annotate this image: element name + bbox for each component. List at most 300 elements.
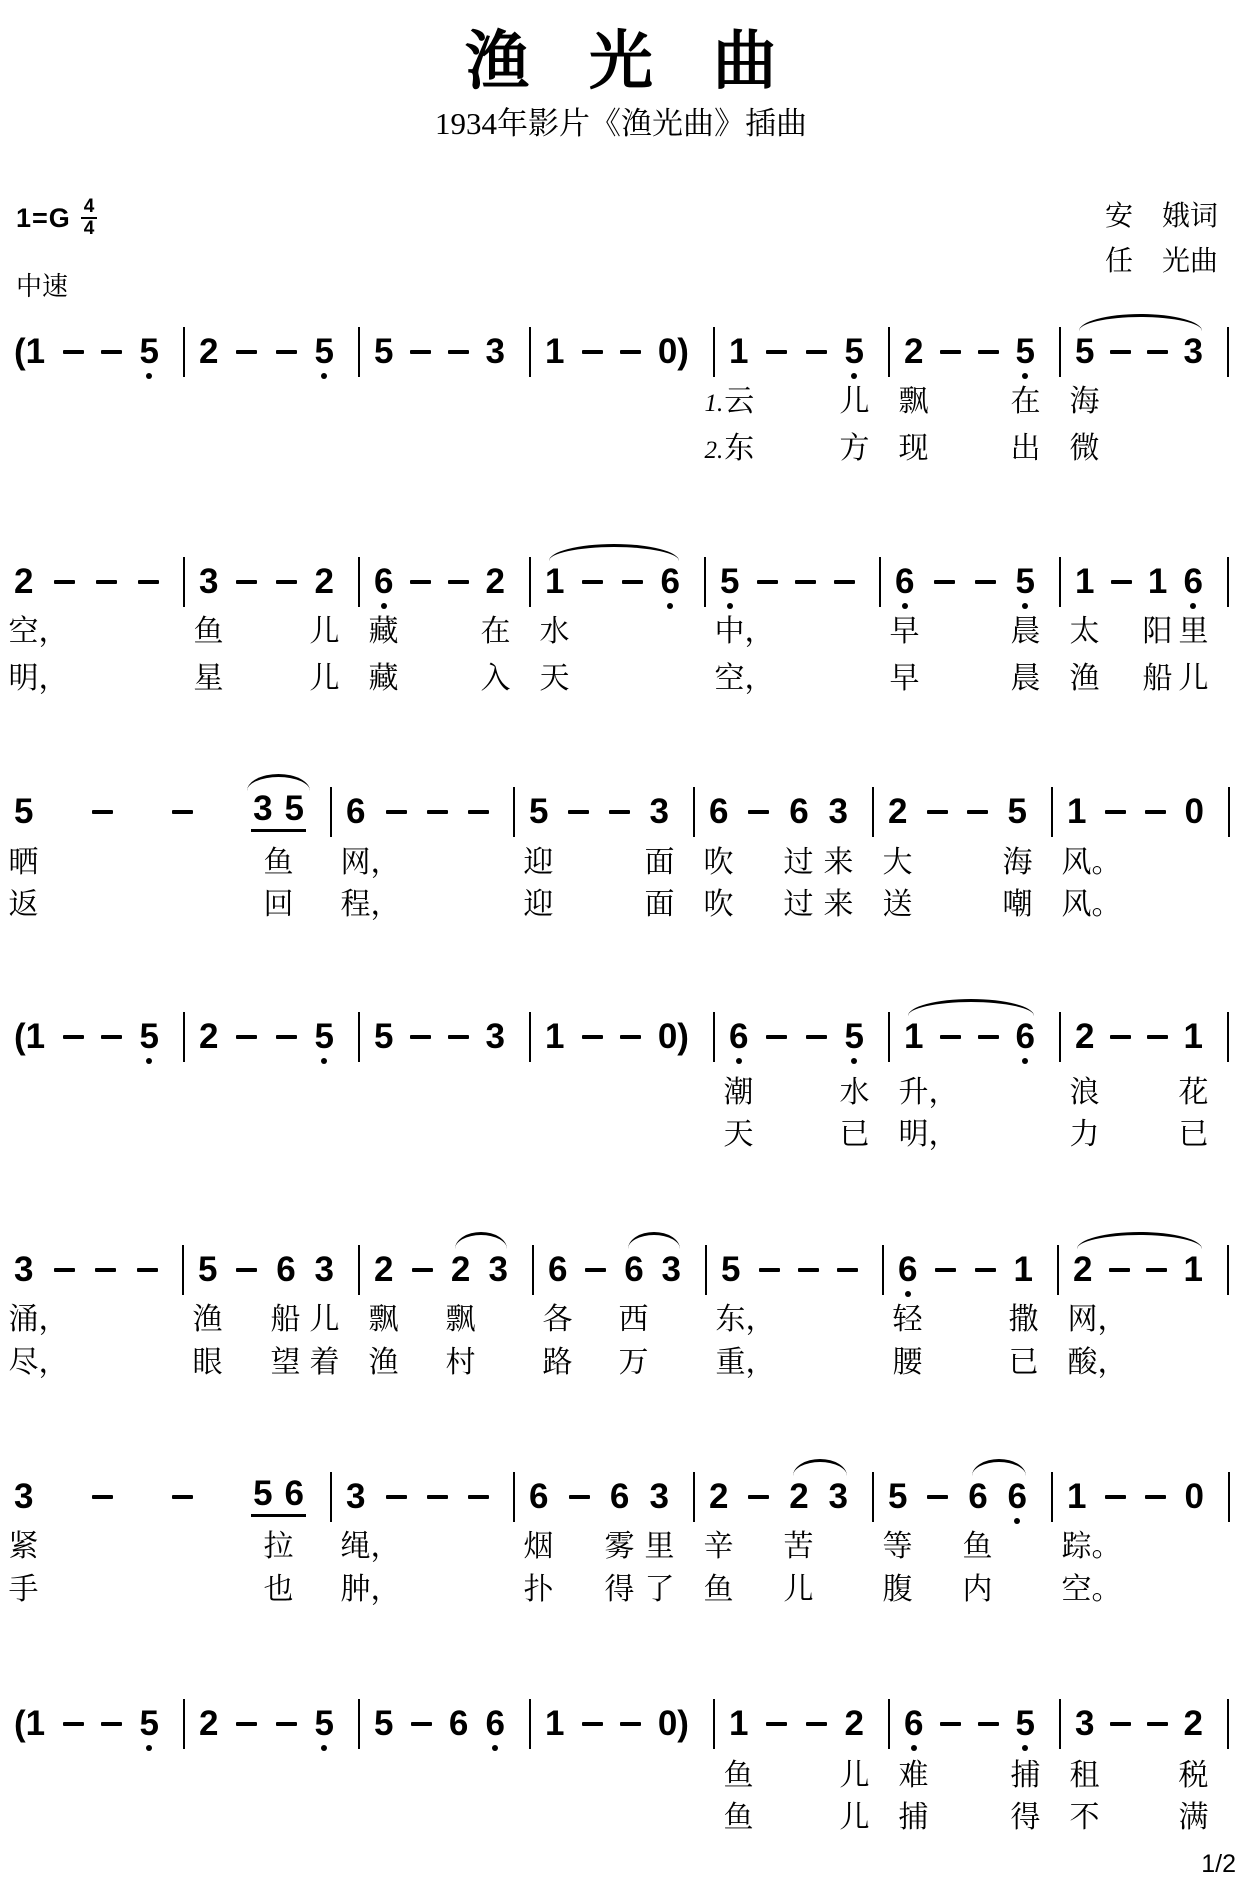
note: 6 bbox=[624, 1250, 644, 1289]
note: (1 bbox=[14, 1017, 46, 1056]
duration-dash bbox=[585, 1268, 606, 1272]
duration-dash bbox=[172, 1495, 193, 1499]
lyric-syllable bbox=[264, 1575, 294, 1605]
barline bbox=[330, 1472, 332, 1522]
lyric-syllable bbox=[341, 890, 401, 920]
note: 1 bbox=[1147, 562, 1168, 601]
duration-dash bbox=[1110, 1035, 1131, 1039]
low-octave-dot bbox=[1022, 1058, 1028, 1064]
lyric-syllable bbox=[524, 1532, 554, 1562]
lyric-syllable bbox=[605, 1575, 635, 1605]
note: 5 bbox=[374, 1017, 394, 1056]
lyric-char: 已 bbox=[1008, 1346, 1039, 1379]
lyric-char: 星 bbox=[193, 662, 224, 695]
lyric-char: 在 bbox=[480, 615, 511, 648]
lyric-syllable bbox=[524, 1575, 554, 1605]
barline bbox=[1059, 1699, 1061, 1749]
low-octave-dot bbox=[492, 1745, 498, 1751]
duration-dash bbox=[757, 580, 778, 584]
lyric-char: 腰 bbox=[892, 1346, 923, 1379]
note: 5 bbox=[140, 1704, 159, 1744]
barline bbox=[529, 1012, 531, 1062]
lyric-syllable bbox=[1143, 617, 1173, 647]
duration-dash bbox=[620, 350, 641, 354]
note: 5 bbox=[140, 1017, 159, 1057]
lyric-syllable bbox=[883, 1532, 913, 1562]
duration-dash bbox=[448, 350, 469, 354]
lyric-char: 海 bbox=[1069, 385, 1100, 418]
measure bbox=[513, 792, 693, 832]
lyric-char: 也 bbox=[263, 1573, 294, 1606]
lyric-char: 里 bbox=[644, 1530, 675, 1563]
barline bbox=[872, 787, 874, 837]
lyric-char: 雾 bbox=[604, 1530, 635, 1563]
lyric-syllable bbox=[540, 664, 570, 694]
lyric-syllable bbox=[1011, 1761, 1041, 1791]
lyric-syllable bbox=[704, 1575, 734, 1605]
note: 3 bbox=[488, 1250, 508, 1289]
lyric-char: 鱼 bbox=[723, 1759, 754, 1792]
measure bbox=[529, 1704, 713, 1744]
lyric-syllable bbox=[369, 1348, 399, 1378]
barline bbox=[713, 327, 715, 377]
lyric-char: 花 bbox=[1178, 1076, 1209, 1109]
lyric-syllable bbox=[899, 387, 929, 417]
note: 3 bbox=[828, 792, 848, 831]
slur-arc bbox=[1079, 314, 1202, 331]
barline bbox=[529, 327, 531, 377]
duration-dash bbox=[236, 350, 257, 354]
lyric-char: 辛 bbox=[703, 1530, 734, 1563]
note: 5 bbox=[1016, 562, 1035, 602]
measure bbox=[1059, 1017, 1227, 1057]
note: (1 bbox=[14, 332, 46, 371]
measure bbox=[888, 332, 1059, 372]
lyric-char: 肿 bbox=[340, 1573, 371, 1606]
barline bbox=[330, 787, 332, 837]
lyric-char: 苦 bbox=[783, 1530, 814, 1563]
barline bbox=[713, 1699, 715, 1749]
lyric-char: 等 bbox=[882, 1530, 913, 1563]
note: 6 bbox=[729, 1017, 748, 1057]
note: 2 bbox=[199, 332, 219, 371]
lyric-char: 手 bbox=[8, 1573, 39, 1606]
duration-dash bbox=[412, 1268, 433, 1272]
duration-dash bbox=[940, 1035, 961, 1039]
measure bbox=[1059, 1704, 1227, 1744]
note: 2 bbox=[1073, 1250, 1093, 1289]
lyric-char: 早 bbox=[889, 615, 920, 648]
lyric-syllable bbox=[264, 890, 294, 920]
system-3 bbox=[0, 789, 1242, 832]
duration-dash bbox=[1147, 1035, 1168, 1039]
note: 0) bbox=[657, 1017, 689, 1056]
lyric-char: 在 bbox=[1010, 385, 1041, 418]
lyric-syllable bbox=[271, 1305, 301, 1335]
note: 2 bbox=[199, 1704, 219, 1743]
lyric-char: 了 bbox=[644, 1573, 675, 1606]
note: 1 bbox=[1067, 1477, 1087, 1516]
note: 1 bbox=[545, 1704, 565, 1743]
lyric-syllable bbox=[540, 617, 570, 647]
lyric-punctuation: ， bbox=[1097, 1346, 1128, 1379]
barline bbox=[1227, 1699, 1229, 1749]
lyric-syllable bbox=[893, 1348, 923, 1378]
duration-dash bbox=[759, 1268, 780, 1272]
lyric-char: 藏 bbox=[368, 615, 399, 648]
low-octave-dot bbox=[902, 603, 908, 609]
measure bbox=[182, 1250, 358, 1290]
lyric-char: 中 bbox=[714, 615, 745, 648]
barline bbox=[888, 1012, 890, 1062]
lyric-syllable bbox=[724, 1803, 754, 1833]
lyric-syllable bbox=[883, 890, 913, 920]
duration-dash bbox=[940, 350, 961, 354]
lyric-char: 太 bbox=[1069, 615, 1100, 648]
measure bbox=[529, 1017, 713, 1057]
duration-dash bbox=[54, 580, 75, 584]
lyric-punctuation: ， bbox=[370, 888, 401, 921]
low-octave-dot bbox=[727, 603, 733, 609]
duration-dash bbox=[137, 1268, 158, 1272]
measure bbox=[14, 1474, 330, 1517]
note: 3 bbox=[649, 1477, 669, 1516]
barline bbox=[358, 557, 360, 607]
duration-dash bbox=[1147, 1722, 1168, 1726]
lyric-syllable bbox=[840, 1761, 870, 1791]
lyric-char: 空 bbox=[8, 615, 39, 648]
lyric-char: 网 bbox=[340, 846, 371, 879]
lyric-char: 方 bbox=[839, 432, 870, 465]
note: 6 bbox=[895, 562, 914, 602]
song-subtitle: 1934年影片《渔光曲》插曲 bbox=[435, 106, 807, 141]
slur-arc bbox=[247, 774, 310, 791]
note: 6 bbox=[374, 562, 393, 602]
lyric-char: 浪 bbox=[1069, 1076, 1100, 1109]
system-6 bbox=[0, 1474, 1242, 1517]
lyric-syllable bbox=[1003, 890, 1033, 920]
note: 2 bbox=[314, 562, 334, 601]
lyric-syllable bbox=[264, 848, 294, 878]
barline bbox=[704, 557, 706, 607]
lyric-char: 儿 bbox=[1178, 662, 1209, 695]
song-title: 渔 光 曲 bbox=[465, 25, 777, 97]
lyric-syllable bbox=[1070, 1803, 1100, 1833]
lyric-char: 拉 bbox=[263, 1530, 294, 1563]
duration-dash bbox=[766, 1035, 787, 1039]
note: 5 bbox=[315, 332, 334, 372]
lyric-char: 里 bbox=[1178, 615, 1209, 648]
lyric-syllable bbox=[524, 848, 554, 878]
lyric-syllable bbox=[705, 434, 755, 466]
low-octave-dot bbox=[321, 1058, 327, 1064]
measure bbox=[358, 562, 529, 602]
note: 1 bbox=[1067, 792, 1087, 831]
note: 1 bbox=[904, 1017, 924, 1056]
lyric-char: 鱼 bbox=[263, 846, 294, 879]
lyric-char: 飘 bbox=[445, 1303, 476, 1336]
lyric-char: 儿 bbox=[839, 385, 870, 418]
lyric-char: 村 bbox=[445, 1346, 476, 1379]
lyric-syllable bbox=[1179, 1078, 1209, 1108]
measure bbox=[693, 792, 872, 832]
lyric-char: 万 bbox=[618, 1346, 649, 1379]
duration-dash bbox=[837, 1268, 858, 1272]
duration-dash bbox=[448, 1035, 469, 1039]
duration-dash bbox=[620, 1035, 641, 1039]
note: 5 bbox=[1007, 792, 1027, 831]
barline bbox=[693, 1472, 695, 1522]
measure bbox=[872, 1477, 1051, 1517]
lyric-char: 鱼 bbox=[962, 1530, 993, 1563]
lyric-syllable bbox=[1011, 664, 1041, 694]
lyric-punctuation: ， bbox=[38, 615, 69, 648]
lyric-punctuation: ， bbox=[370, 846, 401, 879]
duration-dash bbox=[620, 1722, 641, 1726]
duration-dash bbox=[806, 1035, 827, 1039]
lyric-syllable bbox=[1009, 1305, 1039, 1335]
lyric-syllable bbox=[784, 890, 814, 920]
measure bbox=[14, 562, 183, 602]
lyric-syllable bbox=[1011, 434, 1041, 464]
barline bbox=[1228, 1472, 1230, 1522]
duration-dash bbox=[622, 580, 643, 584]
lyric-syllable bbox=[784, 848, 814, 878]
lyric-syllable bbox=[1062, 890, 1122, 920]
lyric-syllable bbox=[645, 1575, 675, 1605]
lyric-char: 渔 bbox=[368, 1346, 399, 1379]
duration-dash bbox=[101, 1722, 122, 1726]
lyric-syllable bbox=[9, 1348, 69, 1378]
duration-dash bbox=[410, 1035, 431, 1039]
lyric-char: 腹 bbox=[882, 1573, 913, 1606]
lyric-char: 已 bbox=[1178, 1118, 1209, 1151]
lyric-punctuation: ， bbox=[744, 615, 775, 648]
lyric-char: 东 bbox=[724, 432, 755, 465]
low-octave-dot bbox=[1022, 373, 1028, 379]
lyric-syllable bbox=[1070, 664, 1100, 694]
barline bbox=[1059, 327, 1061, 377]
note: 1 bbox=[545, 562, 565, 601]
lyric-char: 渔 bbox=[1069, 662, 1100, 695]
system-4 bbox=[0, 1017, 1242, 1057]
measure bbox=[183, 332, 358, 372]
time-signature-bottom: 4 bbox=[83, 218, 95, 239]
barline bbox=[529, 1699, 531, 1749]
barline bbox=[693, 787, 695, 837]
note: 2 bbox=[709, 1477, 729, 1516]
barline bbox=[1057, 1245, 1059, 1295]
lyric-syllable bbox=[9, 1532, 39, 1562]
lyric-syllable bbox=[369, 1305, 399, 1335]
measure bbox=[14, 1704, 183, 1744]
lyric-syllable bbox=[1070, 617, 1100, 647]
note: (1 bbox=[14, 1704, 46, 1743]
lyric-syllable bbox=[446, 1305, 476, 1335]
note: 6 bbox=[661, 562, 680, 602]
barline bbox=[358, 1245, 360, 1295]
lyric-char: 得 bbox=[1010, 1801, 1041, 1834]
barline bbox=[513, 1472, 515, 1522]
system-1 bbox=[0, 332, 1242, 372]
note: 3 bbox=[485, 1017, 505, 1056]
lyric-char: 送 bbox=[882, 888, 913, 921]
lyric-syllable bbox=[9, 890, 39, 920]
composer-credit: 任 光曲 bbox=[1104, 246, 1218, 277]
measure bbox=[513, 1477, 693, 1517]
lyric-char: 明 bbox=[8, 662, 39, 695]
lyric-syllable bbox=[645, 890, 675, 920]
low-octave-dot bbox=[905, 1291, 911, 1297]
duration-dash bbox=[468, 810, 489, 814]
measure bbox=[879, 562, 1059, 602]
lyric-char: 飘 bbox=[898, 385, 929, 418]
lyric-char: 过 bbox=[783, 888, 814, 921]
barline bbox=[888, 1699, 890, 1749]
barline bbox=[1228, 787, 1230, 837]
barline bbox=[1227, 557, 1229, 607]
lyric-syllable bbox=[883, 1575, 913, 1605]
beamed-note-group bbox=[251, 789, 306, 832]
lyric-syllable bbox=[193, 1305, 223, 1335]
lyric-syllable bbox=[715, 664, 775, 694]
barline bbox=[882, 1245, 884, 1295]
system-5 bbox=[0, 1250, 1242, 1290]
lyric-char: 涌 bbox=[8, 1303, 39, 1336]
lyric-char: 过 bbox=[783, 846, 814, 879]
key-label: 1=G bbox=[16, 202, 71, 233]
note: 6 bbox=[284, 1474, 304, 1513]
low-octave-dot bbox=[667, 603, 673, 609]
low-octave-dot bbox=[1022, 1745, 1028, 1751]
low-octave-dot bbox=[1190, 603, 1196, 609]
lyric-char: 税 bbox=[1178, 1759, 1209, 1792]
note: 5 bbox=[198, 1250, 218, 1289]
lyric-char: 绳 bbox=[340, 1530, 371, 1563]
measure bbox=[330, 792, 513, 832]
lyric-syllable bbox=[1070, 387, 1100, 417]
lyric-punctuation: ， bbox=[745, 1303, 776, 1336]
duration-dash bbox=[427, 810, 448, 814]
note: 5 bbox=[374, 1704, 394, 1743]
lyric-char: 力 bbox=[1069, 1118, 1100, 1151]
lyric-syllable bbox=[1003, 848, 1033, 878]
lyric-syllable bbox=[963, 1575, 993, 1605]
lyric-syllable bbox=[9, 617, 69, 647]
barline bbox=[713, 1012, 715, 1062]
lyric-punctuation: ， bbox=[38, 1303, 69, 1336]
barline bbox=[1059, 1012, 1061, 1062]
lyric-syllable bbox=[890, 664, 920, 694]
slur-arc bbox=[628, 1232, 680, 1249]
note: 5 bbox=[721, 1250, 741, 1289]
duration-dash bbox=[276, 580, 297, 584]
note: 5 bbox=[315, 1017, 334, 1057]
lyric-syllable bbox=[1179, 617, 1209, 647]
note: 3 bbox=[828, 1477, 848, 1516]
note: 1 bbox=[729, 332, 749, 371]
lyric-syllable bbox=[9, 848, 39, 878]
lyric-char: 潮 bbox=[723, 1076, 754, 1109]
note: 3 bbox=[485, 332, 505, 371]
duration-dash bbox=[63, 1722, 84, 1726]
lyric-syllable bbox=[1068, 1348, 1128, 1378]
low-octave-dot bbox=[146, 373, 152, 379]
lyric-char: 各 bbox=[542, 1303, 573, 1336]
duration-dash bbox=[138, 580, 159, 584]
page-number: 1/2 bbox=[1201, 1850, 1236, 1878]
lyric-punctuation: ， bbox=[38, 1346, 69, 1379]
lyric-char: 儿 bbox=[783, 1573, 814, 1606]
lyric-punctuation: 。 bbox=[1091, 1530, 1122, 1563]
lyric-syllable bbox=[1179, 664, 1209, 694]
lyric-punctuation: ， bbox=[928, 1076, 959, 1109]
lyric-syllable bbox=[310, 617, 340, 647]
lyric-char: 内 bbox=[962, 1573, 993, 1606]
lyric-syllable bbox=[704, 890, 734, 920]
lyric-syllable bbox=[724, 1078, 754, 1108]
measure bbox=[1051, 1477, 1228, 1517]
lyric-char: 鱼 bbox=[703, 1573, 734, 1606]
lyric-syllable bbox=[9, 1305, 69, 1335]
lyric-syllable bbox=[1011, 617, 1041, 647]
note: 0) bbox=[657, 332, 689, 371]
lyric-syllable bbox=[481, 617, 511, 647]
lyric-char: 空 bbox=[1061, 1573, 1092, 1606]
note: 3 bbox=[649, 792, 669, 831]
lyric-syllable bbox=[619, 1348, 649, 1378]
lyric-punctuation: ， bbox=[1097, 1303, 1128, 1336]
note: 5 bbox=[888, 1477, 908, 1516]
lyric-char: 儿 bbox=[309, 615, 340, 648]
duration-dash bbox=[934, 580, 955, 584]
note: 5 bbox=[529, 792, 549, 831]
note: 5 bbox=[253, 1474, 273, 1513]
lyric-syllable bbox=[341, 848, 401, 878]
lyric-char: 现 bbox=[898, 432, 929, 465]
duration-dash bbox=[798, 1268, 819, 1272]
lyric-char: 出 bbox=[1010, 432, 1041, 465]
note: 5 bbox=[14, 792, 34, 831]
lyric-char: 捕 bbox=[1010, 1759, 1041, 1792]
duration-dash bbox=[1145, 1495, 1166, 1499]
duration-dash bbox=[748, 1495, 769, 1499]
duration-dash bbox=[975, 1268, 996, 1272]
note: 2 bbox=[1075, 1017, 1095, 1056]
barline bbox=[183, 557, 185, 607]
lyric-char: 迎 bbox=[523, 888, 554, 921]
lyric-syllable bbox=[1143, 664, 1173, 694]
lyric-char: 迎 bbox=[523, 846, 554, 879]
lyric-syllable bbox=[893, 1305, 923, 1335]
low-octave-dot bbox=[911, 1745, 917, 1751]
lyric-syllable bbox=[716, 1305, 776, 1335]
lyric-char: 程 bbox=[340, 888, 371, 921]
duration-dash bbox=[795, 580, 816, 584]
note: 5 bbox=[315, 1704, 334, 1744]
tempo-marking: 中速 bbox=[16, 271, 69, 301]
lyric-syllable bbox=[840, 1803, 870, 1833]
barline bbox=[879, 557, 881, 607]
lyric-syllable bbox=[784, 1532, 814, 1562]
lyric-char: 重 bbox=[715, 1346, 746, 1379]
lyric-syllable bbox=[9, 664, 69, 694]
low-octave-dot bbox=[321, 1745, 327, 1751]
note: 2 bbox=[844, 1704, 864, 1743]
low-octave-dot bbox=[146, 1058, 152, 1064]
lyric-char: 水 bbox=[839, 1076, 870, 1109]
duration-dash bbox=[568, 810, 589, 814]
